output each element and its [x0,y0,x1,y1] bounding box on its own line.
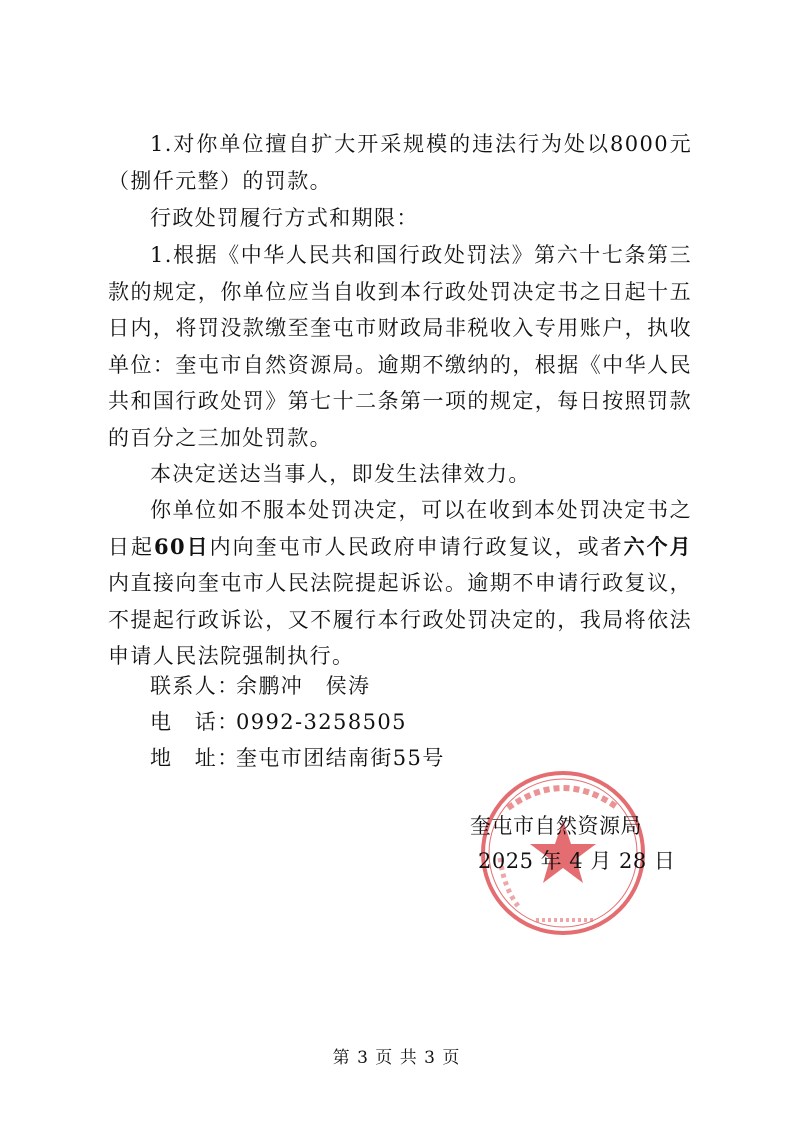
contact-person-label: 联系人： [150,674,240,698]
contact-phone-label: 电 话： [150,710,240,734]
contact-phone-line [150,704,407,740]
effect-paragraph: 本决定送达当事人，即发生法律效力。 [150,462,531,486]
contact-person-value: 余鹏冲 侯涛 [236,674,371,698]
appeal-months: 六个月 [623,533,692,559]
appeal-text-3: 内直接向奎屯市人民法院提起诉讼。逾期不申请行政复议，不提起行政诉讼，又不履行本行政处罚决定的，我局将依法申请人民法院强制执行。 [108,571,692,668]
contact-address-line [150,740,445,776]
payment-paragraph: 1.根据《中华人民共和国行政处罚法》第六十七条第三款的规定，你单位应当自收到本行政处罚决定书之日起十五日内，将罚没款缴至奎屯市财政局非税收入专用账户，执收单位：奎屯市自然资源局。逾期不缴纳的，根据《中华人民共和国行政处罚》第七十二条第一项的规定，每日按照罚款的百分之三加处罚款。 [108,243,692,450]
appeal-text-1: 你单位如不服本处罚决定，可以在收到本处罚决定书之日起 [108,498,692,559]
appeal-days: 60日 [154,533,210,559]
issue-date: 2025 年 4 月 28 日 [478,849,676,873]
contact-address-value: 奎屯市团结南街55号 [236,746,445,770]
penalty-paragraph: 1.对你单位擅自扩大开采规模的违法行为处以8000元（捌仟元整）的罚款。 [108,132,692,193]
issuer-name: 奎屯市自然资源局 [470,814,642,838]
seal-arc-lettering [508,788,618,808]
contact-address-label: 地 址： [150,746,240,770]
appeal-paragraph [108,492,692,675]
performance-heading: 行政处罚履行方式和期限： [150,206,419,230]
page-footer: 第 3 页 共 3 页 [332,1048,461,1068]
appeal-text-2: 内向奎屯市人民政府申请行政复议，或者 [209,534,624,559]
contact-phone-value: 0992-3258505 [236,710,407,734]
contact-person-line [150,668,370,704]
